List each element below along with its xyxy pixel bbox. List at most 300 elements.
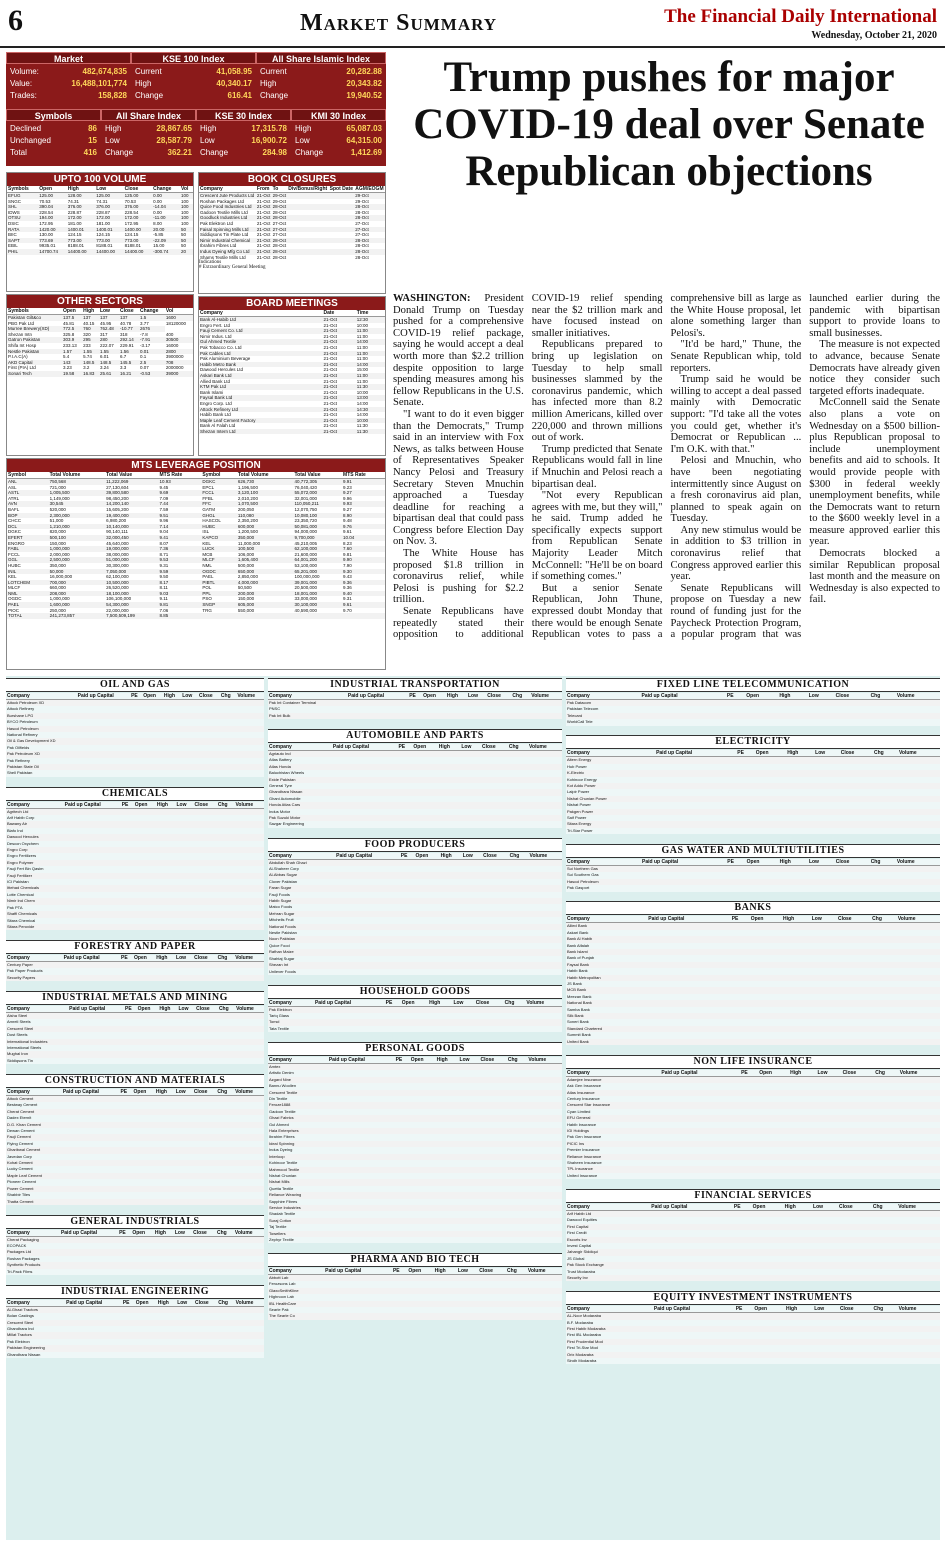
mts-cell: 650,000 — [237, 569, 294, 575]
article-text: Senate Republicans have repeatedly stated their opposition to additional COVID-19 relief spending near the $2 trillion mark and have focused instead on smaller initiatives. — [393, 293, 663, 641]
other_sectors-cell: 143 — [62, 360, 82, 366]
quote-cell — [385, 1026, 401, 1032]
company-name: Searle Pak — [269, 1307, 289, 1313]
article-text: Senate Republicans will propose on Tuesday a new round of funding just for the Paycheck Protection Program, a popular program that was launched earlier during the pandemic with bipartisan support to provide loans to small businesses. — [670, 293, 940, 641]
company-name: Pak Int Container Terminal — [268, 700, 347, 707]
board_meetings-cell: 12:30 — [356, 317, 385, 323]
quote-cell — [842, 1173, 875, 1179]
mts-cell: AVN — [7, 501, 49, 507]
allshare-label: High — [105, 124, 122, 133]
upto100-cell: 125.00 — [95, 193, 123, 199]
other_sectors-col-header: Symbols — [7, 308, 62, 315]
company-name: Kohinoor Textile — [269, 1160, 298, 1166]
company-name: Lucky Cement — [7, 1166, 33, 1172]
sector-row — [566, 923, 940, 930]
board_meetings-cell: 21-Oct — [323, 322, 338, 328]
sector-col-header: Volume — [235, 1300, 264, 1307]
sector-col-header: Open — [755, 750, 786, 757]
quote-cell — [163, 770, 181, 776]
quote-cell — [758, 1076, 789, 1083]
sector-col-header: PE — [120, 955, 133, 962]
other_sectors-cell: Nestle Pakistan — [7, 349, 62, 355]
quote-cell — [835, 885, 870, 891]
board_meetings-cell: 21-Oct — [323, 362, 356, 368]
book_closures-cell: 27-Oct — [272, 232, 287, 238]
company-name: Bank Alfalah — [567, 942, 590, 948]
quote-cell — [118, 1269, 131, 1275]
other_sectors-cell: 0.07 — [140, 365, 149, 371]
upto100-cell: 50 — [180, 238, 193, 244]
sector-row — [566, 700, 940, 707]
company-name: ECOPACK — [7, 1243, 27, 1248]
sector-row — [6, 1236, 264, 1243]
mts-cell — [293, 613, 342, 619]
sector-col-header: Volume — [899, 1070, 940, 1077]
sector-row — [6, 975, 264, 981]
company-name: Power Cement — [6, 1186, 62, 1192]
company-name: Pak Int Bulk — [268, 713, 347, 719]
board_meetings-cell: 21-Oct — [323, 339, 356, 345]
mts-cell: 1,070,500 — [237, 501, 294, 507]
quote-cell — [509, 969, 529, 975]
article-text: Trump said he would be willing to accept a deal passed mainly with Democratic support: "I'd take all the votes you could get, whether it's Democrat or Republican ... I'm O.K. with that." — [670, 374, 802, 455]
sector-col-header: Open — [407, 1268, 433, 1275]
sector-row — [566, 1211, 940, 1218]
other_sectors-cell: -3.17 — [140, 342, 151, 348]
sector-table — [566, 859, 940, 892]
sector-table — [268, 853, 562, 975]
mts-cell: 500,000 — [237, 562, 255, 568]
allshare-label: Change — [105, 148, 134, 157]
company-name: Pak Stock Exchange — [566, 1262, 650, 1268]
sector-table — [566, 916, 940, 1045]
company-name: Premier Insurance — [567, 1147, 600, 1153]
sector-row — [268, 1275, 562, 1282]
sector-col-header: Open — [412, 744, 437, 751]
other_sectors-cell: 137 — [99, 315, 119, 321]
company-name: Synthetic Products — [6, 1262, 60, 1268]
quote-cell — [871, 1039, 897, 1045]
mts-cell: 45,210,005 — [294, 540, 318, 546]
quote-cell — [460, 751, 481, 758]
kse30-title: KSE 30 Index — [196, 109, 291, 121]
upto100-cell: SHL — [7, 204, 38, 210]
company-name: EFU General — [566, 1115, 660, 1121]
allshare_islamic-row — [260, 67, 382, 77]
quote-cell — [410, 1064, 436, 1071]
sector-col-header: Close — [193, 802, 216, 809]
other_sectors-cell: 222.07 — [99, 342, 114, 348]
upto100-title: UPTO 100 VOLUME — [7, 173, 193, 186]
page-number: 6 — [8, 4, 23, 37]
kse30-row — [200, 136, 287, 146]
company-name: Atlas Battery — [269, 757, 292, 763]
mts-cell: BOP — [7, 513, 49, 519]
mts-cell: 7.06 — [159, 607, 169, 613]
quote-cell — [175, 1096, 193, 1103]
mts-cell: 500,100 — [49, 535, 106, 541]
quote-cell — [504, 1026, 526, 1032]
upto100-cell: 376.00 — [67, 204, 95, 210]
quote-cell — [436, 1064, 459, 1071]
company-name: Indus Dyeing — [269, 1147, 293, 1153]
company-name: Abbott Lab — [268, 1275, 324, 1282]
other_sectors-cell: 760 — [82, 326, 99, 332]
upto100-cell: -14.04 — [152, 204, 180, 210]
sector-col-header: Paid up Capital — [65, 1300, 122, 1307]
company-name: Ghani Automobile — [269, 795, 301, 801]
sector-table — [6, 955, 264, 981]
quote-cell — [234, 924, 264, 930]
quote-cell — [896, 866, 940, 873]
other_sectors-cell: 0.1 — [140, 354, 147, 360]
book_closures-cell: 21-Oct — [256, 209, 271, 215]
other_sectors-cell: Shifa Int Hosp — [8, 342, 37, 348]
upto100-cell: 14700.74 — [38, 249, 66, 255]
upto100-cell: 74.31 — [67, 198, 79, 204]
company-name: Orix Modaraba — [566, 1352, 653, 1358]
company-name: Pak Gasport — [567, 885, 590, 891]
quote-cell — [335, 859, 400, 866]
book_closures-cell: 28-Oct — [355, 254, 369, 260]
upto100-cell: 9935.01 — [39, 243, 56, 249]
sector-col-header: Close — [481, 744, 508, 751]
quote-cell — [527, 1313, 562, 1319]
sector-col-header: PE — [121, 802, 134, 809]
board_meetings-cell: 14:00 — [356, 412, 369, 418]
other_sectors-cell: 45.81 — [63, 320, 75, 326]
sector-grid — [268, 1268, 562, 1320]
quote-cell — [134, 808, 156, 815]
article-text: Any new stimulus would be in addition to $3 trillion in coronavirus relief that Congress approved earlier this year. — [670, 524, 802, 583]
book_closures-cell: 28-Oct — [272, 204, 287, 210]
quote-cell — [119, 1199, 132, 1205]
quote-cell — [755, 757, 786, 764]
sector-col-header: Chg — [217, 955, 235, 962]
company-name: Silk Bank — [566, 1013, 647, 1019]
quote-cell — [124, 1013, 137, 1020]
quote-cell — [175, 808, 193, 815]
quote-cell — [410, 1237, 436, 1243]
market-label: Value: — [10, 79, 33, 88]
company-name: Sitara Energy — [566, 821, 655, 827]
quote-cell — [653, 1358, 735, 1364]
quote-cell — [835, 700, 870, 707]
sector-col-header: Close — [840, 750, 873, 757]
quote-cell — [63, 962, 120, 969]
mts-cell: INIL — [7, 569, 49, 575]
board_meetings-cell: 15:00 — [356, 367, 369, 373]
sector-col-header: Close — [475, 1000, 504, 1007]
quote-cell — [122, 1352, 135, 1358]
allshare-value: 362.21 — [167, 148, 192, 157]
company-name: National Bank — [566, 1000, 647, 1006]
sector-col-header: Close — [194, 1300, 217, 1307]
upto100-cell: 228.87 — [67, 209, 82, 215]
company-name: Agritech Ltd — [6, 808, 64, 815]
sector-col-header: Close — [198, 693, 220, 700]
company-name: Engro Polymer — [6, 860, 64, 866]
book_closures-col-header: AGM/EOGM — [355, 186, 384, 192]
quote-cell — [731, 1039, 750, 1045]
allshare_islamic-value: 20,282.88 — [346, 67, 382, 76]
quote-cell — [158, 1013, 177, 1020]
company-name: Arif Habib Corp — [7, 815, 35, 820]
quote-cell — [195, 1013, 218, 1020]
sector-grid — [6, 955, 264, 981]
mts-cell: PPL — [201, 591, 237, 597]
upto100-cell: IDWS — [8, 209, 20, 215]
upto100-cell: 125.00 — [124, 193, 152, 199]
other_sectors-row — [7, 315, 193, 321]
company-name: Sapphire Fibres — [269, 1198, 298, 1204]
kse100-title: KSE 100 Index — [131, 52, 256, 64]
mts-cell: 1,000,000 — [49, 546, 106, 552]
mts-cell: EPCL — [202, 484, 215, 490]
article-text: "It'd be hard," Thune, the Senate Republican whip, told reporters. — [670, 339, 802, 374]
quote-cell — [897, 1211, 940, 1218]
mts-cell: 14,200,140 — [105, 501, 158, 507]
book_closures-cell: 29-Oct — [354, 193, 385, 199]
mts-cell: 8.85 — [158, 613, 201, 619]
board_meetings-cell: 21-Oct — [323, 344, 338, 350]
quote-cell — [192, 1269, 216, 1275]
quote-cell — [155, 1199, 175, 1205]
other_sectors-cell: 45.95 — [99, 320, 112, 326]
quote-cell — [897, 1039, 940, 1045]
company-name: Ghazi Fabrics — [268, 1115, 328, 1121]
other_sectors-cell: 2800 — [165, 349, 193, 355]
mts-cell: 106,000 — [237, 551, 255, 557]
upto100-cell: 100 — [180, 215, 193, 221]
kse100-row — [135, 91, 252, 101]
upto100-cell: 0.00 — [153, 198, 162, 204]
quote-cell — [401, 1026, 428, 1032]
mts-cell: 90,140,111 — [106, 529, 129, 535]
upto100-cell: 50 — [180, 243, 186, 249]
kmi30-row — [295, 136, 382, 146]
mts-cell: 7.36 — [158, 546, 201, 552]
sector-col-header: Chg — [216, 1230, 234, 1237]
company-name: WorldCall Tele — [567, 719, 593, 725]
quote-cell — [784, 1275, 812, 1281]
sector-table — [566, 1204, 940, 1281]
other_sectors-cell: 295 — [82, 337, 99, 343]
mts-cell: 250,000 — [49, 607, 66, 613]
sector-col-header: Volume — [898, 750, 940, 757]
upto100-cell: SAPT — [7, 238, 38, 244]
quote-cell — [527, 1064, 562, 1071]
sector-col-header: Paid up Capital — [650, 1204, 733, 1211]
quote-cell — [135, 1306, 157, 1313]
quote-cell — [835, 719, 870, 725]
symbols-value: 15 — [88, 136, 97, 145]
book_closures-cell: 28-Oct — [354, 215, 385, 221]
sector-title: INDUSTRIAL ENGINEERING — [6, 1285, 264, 1299]
mts-cell: 7.60 — [342, 546, 385, 552]
quote-cell — [898, 1358, 940, 1364]
company-name: Escorts Inv — [566, 1237, 650, 1243]
quote-cell — [508, 821, 528, 827]
sector-col-header: Chg — [217, 802, 235, 809]
quote-cell — [218, 1058, 235, 1064]
quote-cell — [872, 1313, 897, 1320]
quote-cell — [181, 770, 198, 776]
company-name: Habib Bank — [567, 968, 588, 974]
quote-cell — [647, 923, 730, 930]
company-name: PICIC Ins — [566, 1141, 660, 1147]
sector-row — [268, 751, 562, 758]
book_closures-cell: 21-Oct — [256, 243, 271, 249]
quote-cell — [462, 859, 482, 866]
sector-col-header: PE — [397, 744, 412, 751]
mts-cell: 9.40 — [342, 591, 385, 597]
company-name: Cherat Packaging — [6, 1236, 60, 1243]
allshare_islamic-value: 20,343.82 — [346, 79, 382, 88]
quote-cell — [440, 969, 462, 975]
company-name: First Prudential Mod — [566, 1339, 653, 1345]
sector-title: INDUSTRIAL METALS AND MINING — [6, 991, 264, 1005]
company-name: Pak Gen Insurance — [567, 1134, 602, 1140]
quote-cell — [530, 700, 562, 707]
company-name: Gul Ahmed — [269, 1121, 289, 1127]
company-name: Towellers — [268, 1231, 328, 1237]
sector-col-header: Open — [422, 693, 446, 700]
sector-col-header: Low — [813, 1306, 839, 1313]
company-name: Oil & Gas Development XD — [6, 738, 77, 744]
sector-col-header: High — [428, 1000, 452, 1007]
sector-col-header: Chg — [874, 1070, 899, 1077]
quote-cell — [133, 1199, 155, 1205]
kse100-value: 41,058.95 — [216, 67, 252, 76]
quote-cell — [527, 1275, 562, 1282]
sector-col-header: Chg — [217, 1300, 234, 1307]
sector-row — [268, 700, 562, 707]
sector-col-header: PE — [385, 1000, 401, 1007]
other_sectors-cell: 400 — [165, 331, 174, 337]
upto100-cell: 773.00 — [124, 238, 152, 244]
quote-cell — [130, 700, 142, 707]
mts-cell: 9.61 — [343, 529, 352, 535]
company-name: Crescent Star Insurance — [566, 1102, 660, 1108]
quote-cell — [511, 700, 530, 707]
company-name: Engro Fertilizers — [7, 853, 37, 859]
upto100-table — [6, 172, 194, 292]
mts-cell: 626,730 — [237, 479, 294, 485]
quote-cell — [176, 1352, 194, 1358]
company-name: Shell Pakistan — [7, 770, 33, 776]
sector-col-header: Close — [482, 853, 509, 860]
article-paragraph — [532, 444, 663, 490]
other_sectors-cell: 233.13 — [63, 342, 77, 348]
mts-cell: 10,080,100 — [293, 513, 342, 519]
mts-cell: ANL — [7, 479, 49, 485]
sector-col-header: Low — [457, 1268, 478, 1275]
quote-cell — [422, 713, 446, 719]
mts-cell: GGL — [7, 557, 49, 563]
mts-cell: 22,000,000 — [106, 607, 129, 613]
board_meetings-cell: 21-Oct — [323, 384, 356, 390]
mts-cell: 9.03 — [158, 591, 201, 597]
sector-row — [268, 1006, 562, 1013]
sector-col-header: Company — [566, 1306, 653, 1313]
sector-row — [6, 924, 264, 930]
sector-col-header: Paid up Capital — [64, 802, 121, 809]
company-name: Ferozsons Lab — [269, 1281, 296, 1287]
company-name: Nestle Pakistan — [269, 930, 297, 936]
sector-col-header: Company — [566, 1070, 660, 1077]
board_meetings-col-header: Time — [356, 310, 385, 317]
sector-col-header: Volume — [530, 693, 562, 700]
mts-cell: 208,000 — [49, 591, 106, 597]
company-name: Pak Suzuki Motor — [268, 815, 332, 821]
company-name: Matco Foods — [269, 904, 293, 910]
sector-col-header: Company — [268, 1057, 328, 1064]
article-text: McConnell said the Senate also plans a vote on Wednesday on a $500 billion-plus Republican proposal to include unemployment benefits and aid to schools. It would provide people with $300 in federal weekly unemployment benefits, while the Democrats want to return to the $600 weekly level in a measure approved earlier this year. — [809, 397, 940, 548]
sector-row — [6, 808, 264, 815]
sector-col-header: Open — [401, 1000, 428, 1007]
quote-cell — [753, 1358, 785, 1364]
board_meetings-cell: 14:30 — [356, 407, 385, 413]
company-name: Habib Sugar — [268, 898, 335, 904]
upto100-cell: 50 — [180, 232, 186, 238]
company-name: Century Insurance — [567, 1096, 600, 1102]
quote-cell — [641, 885, 726, 891]
sector-grid — [566, 1204, 940, 1281]
board_meetings-title: BOARD MEETINGS — [199, 297, 385, 310]
company-name: Din Textile — [269, 1096, 288, 1102]
company-name: Shezan Int — [268, 962, 335, 968]
other_sectors-cell: 318 — [120, 331, 128, 337]
quote-cell — [395, 1237, 410, 1243]
company-name: Fauji Fert Bin Qasim — [7, 866, 44, 872]
market-value: 482,674,835 — [82, 67, 127, 76]
allshare_islamic-label: Current — [260, 67, 287, 76]
board_meetings-cell: 14:00 — [356, 362, 385, 368]
mts-cell: 9.91 — [342, 479, 385, 485]
sector-col-header: Volume — [235, 1006, 264, 1013]
company-name: Nishat Power — [567, 802, 591, 808]
board_meetings-cell: 21-Oct — [323, 429, 356, 435]
upto100-cell: 100 — [180, 193, 193, 199]
mts-cell: 30,300,000 — [106, 562, 129, 568]
other_sectors-cell: Pakistan Gilt&co — [7, 315, 62, 321]
board_meetings-cell: Maple Leaf Cement Factory — [199, 418, 323, 424]
quote-cell — [130, 770, 142, 776]
kse100-row — [135, 79, 252, 89]
quote-cell — [131, 1269, 154, 1275]
quote-cell — [395, 1064, 410, 1071]
symbols-label: Total — [10, 148, 27, 157]
company-name: Feroze1888 — [268, 1102, 328, 1108]
other_sectors-cell: 25.61 — [99, 371, 119, 377]
other_sectors-cell: 1.55 — [82, 349, 99, 355]
mts-cell: 27,130,604 — [106, 484, 129, 490]
company-name: Quice Food — [269, 942, 290, 948]
quote-cell — [216, 1096, 234, 1103]
upto100-cell: 100 — [180, 209, 189, 215]
other_sectors-cell: 317 — [99, 331, 108, 337]
quote-cell — [328, 1237, 395, 1243]
company-name: Thatta Cement — [6, 1199, 62, 1205]
mts-cell: 9.36 — [343, 585, 352, 591]
company-name: Bestway Cement — [7, 1102, 38, 1108]
company-name: Ittehad Chemicals — [6, 885, 64, 891]
mts-cell: 9.76 — [342, 524, 385, 530]
company-name: B.F. Modaraba — [567, 1319, 594, 1325]
quote-cell — [504, 1006, 526, 1013]
company-name: Zephyr Textile — [269, 1236, 294, 1242]
